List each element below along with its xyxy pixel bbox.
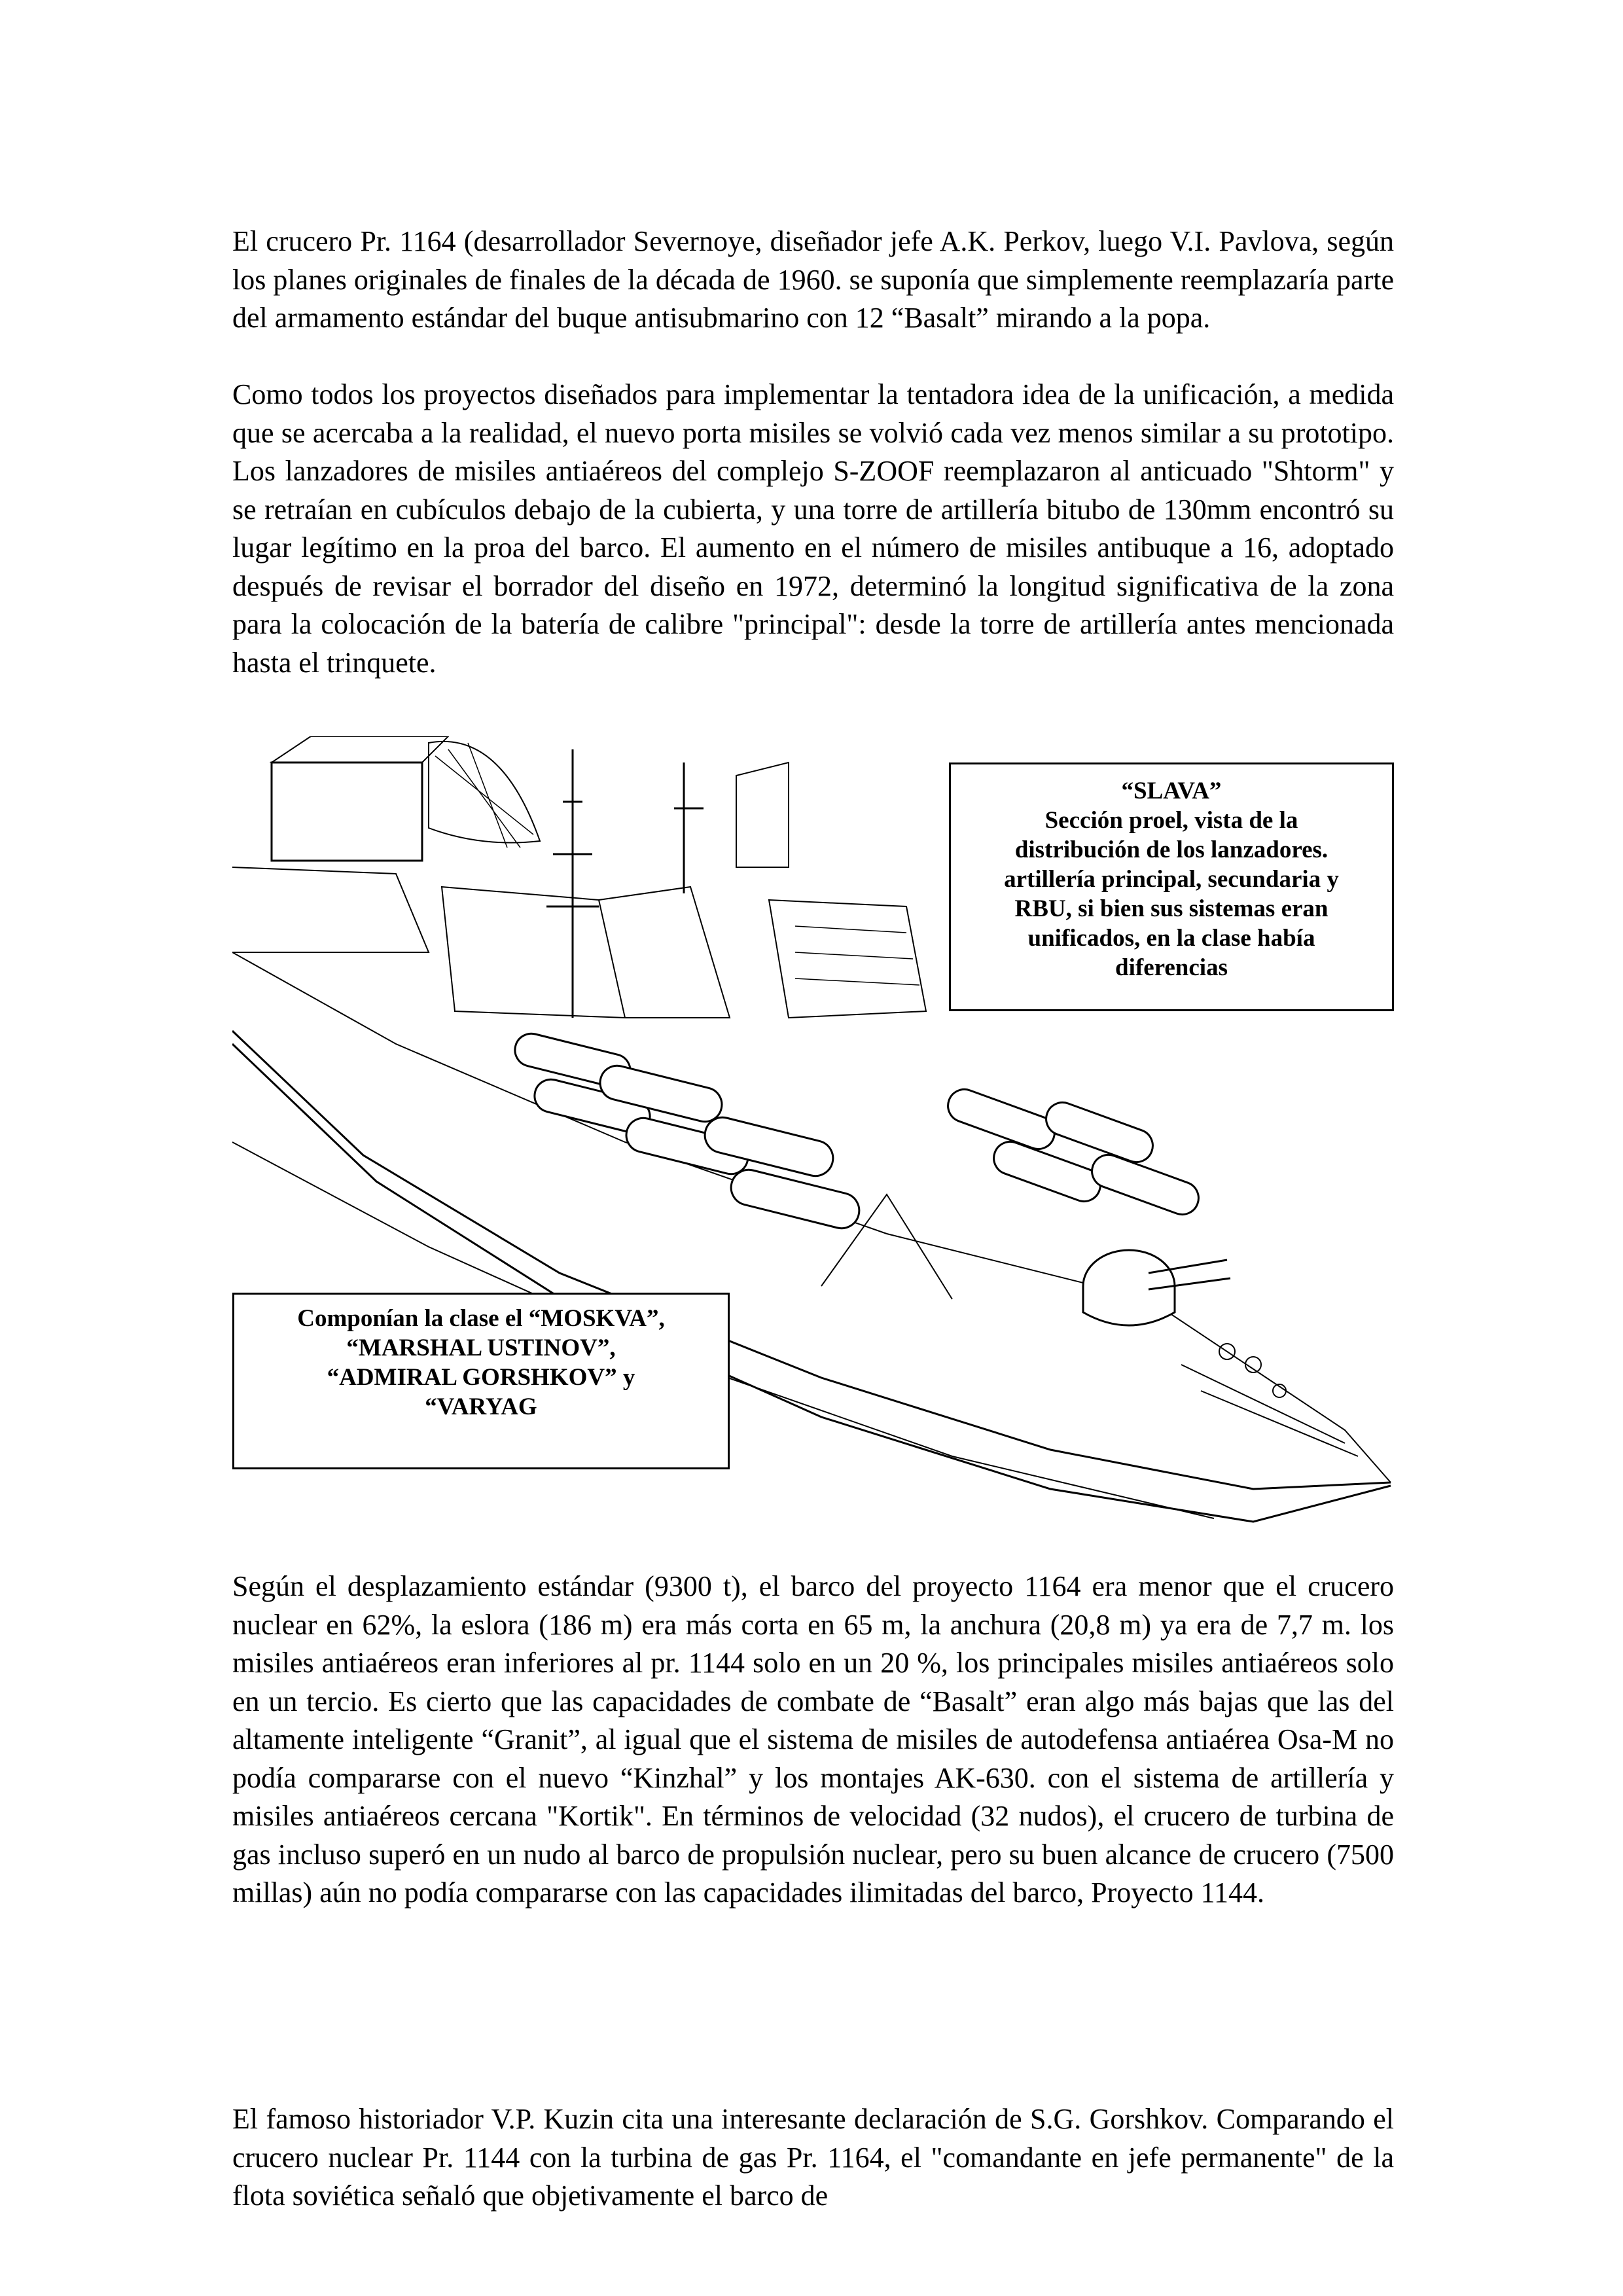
radar-array [429,742,540,843]
callout-slava-line: RBU, si bien sus sistemas eran [1014,895,1329,922]
callout-slava [949,762,1394,1011]
callout-class-ships [232,1293,730,1469]
callout-slava-line: diferencias [1115,954,1228,981]
hangar-block [272,762,422,861]
missile-launchers [512,1030,1204,1232]
callout-slava-line: artillería principal, secundaria y [1004,866,1339,893]
callout-class-line: “MARSHAL USTINOV”, [346,1335,616,1361]
gun-turret [1083,1250,1230,1325]
callout-class-line: “VARYAG [425,1393,537,1420]
paragraph-intro: El crucero Pr. 1164 (desarrollador Severnoye, diseñador jefe A.K. Perkov, luego V.I. Pavlova, según los planes originales de finales de la década de 1960. se suponía que simplemente reemplazaría parte del armamento estándar del buque antisubmarino con 12 “Basalt” mirando a la popa. [232,225,1394,334]
bridge [769,900,926,1018]
paragraph-comparison: Según el desplazamiento estándar (9300 t), el barco del proyecto 1164 era menor que el crucero nuclear en 62%, la eslora (186 m) era más corta en 65 m, la anchura (20,8 m) ya era de 7,7 m. los misiles antiaéreos eran inferiores al pr. 1144 solo en un 20 %, los principales misiles antiaéreos solo en un tercio. Es cierto que las capacidades de combate de “Basalt” eran algo más bajas que las del altamente inteligente “Granit”, al igual que el sistema de misiles de autodefensa antiaérea Osa-M no podía compararse con el nuevo “Kinzhal” y los montajes AK-630. con el sistema de artillería y misiles antiaéreos cercana "Kortik". En términos de velocidad (32 nudos), el crucero de turbina de gas incluso superó en un nudo al barco de propulsión nuclear, pero su buen alcance de crucero (7500 millas) aún no podía compararse con las capacidades ilimitadas del barco, Proyecto 1144. [232,1570,1394,1909]
ship-illustration-figure [232,736,1397,1528]
callout-slava-line: Sección proel, vista de la [1044,807,1298,834]
foremast [546,749,599,1018]
paragraph-unification: Como todos los proyectos diseñados para implementar la tentadora idea de la unificación, a medida que se acercaba a la realidad, el nuevo porta misiles se volvió cada vez menos similar a su prototipo. Los lanzadores de misiles antiaéreos del complejo S-ZOOF reemplazaron al anticuado "Shtorm" y se retraían en cubículos debajo de la cubierta, y una torre de artillería bitubo de 130mm encontró su lugar legítimo en la proa del barco. El aumento en el número de misiles antibuque a 16, adoptado después de revisar el borrador del diseño en 1972, determinó la longitud significativa de la zona para la colocación de la batería de calibre "principal": desde la torre de artillería antes mencionada hasta el trinquete. [232,378,1394,679]
callout-slava-title: “SLAVA” [1121,778,1222,804]
paragraph-kuzin: El famoso historiador V.P. Kuzin cita una interesante declaración de S.G. Gorshkov. Comparando el crucero nuclear Pr. 1144 con la turbina de gas Pr. 1164, el "comandante en jefe permanente" de la flota soviética señaló que objetivamente el barco de [232,2103,1394,2212]
callout-class-line: Componían la clase el “MOSKVA”, [297,1305,665,1332]
callout-class-line: “ADMIRAL GORSHKOV” y [327,1364,635,1391]
callout-slava-line: unificados, en la clase había [1027,925,1315,952]
callout-slava-line: distribución de los lanzadores. [1014,836,1329,863]
